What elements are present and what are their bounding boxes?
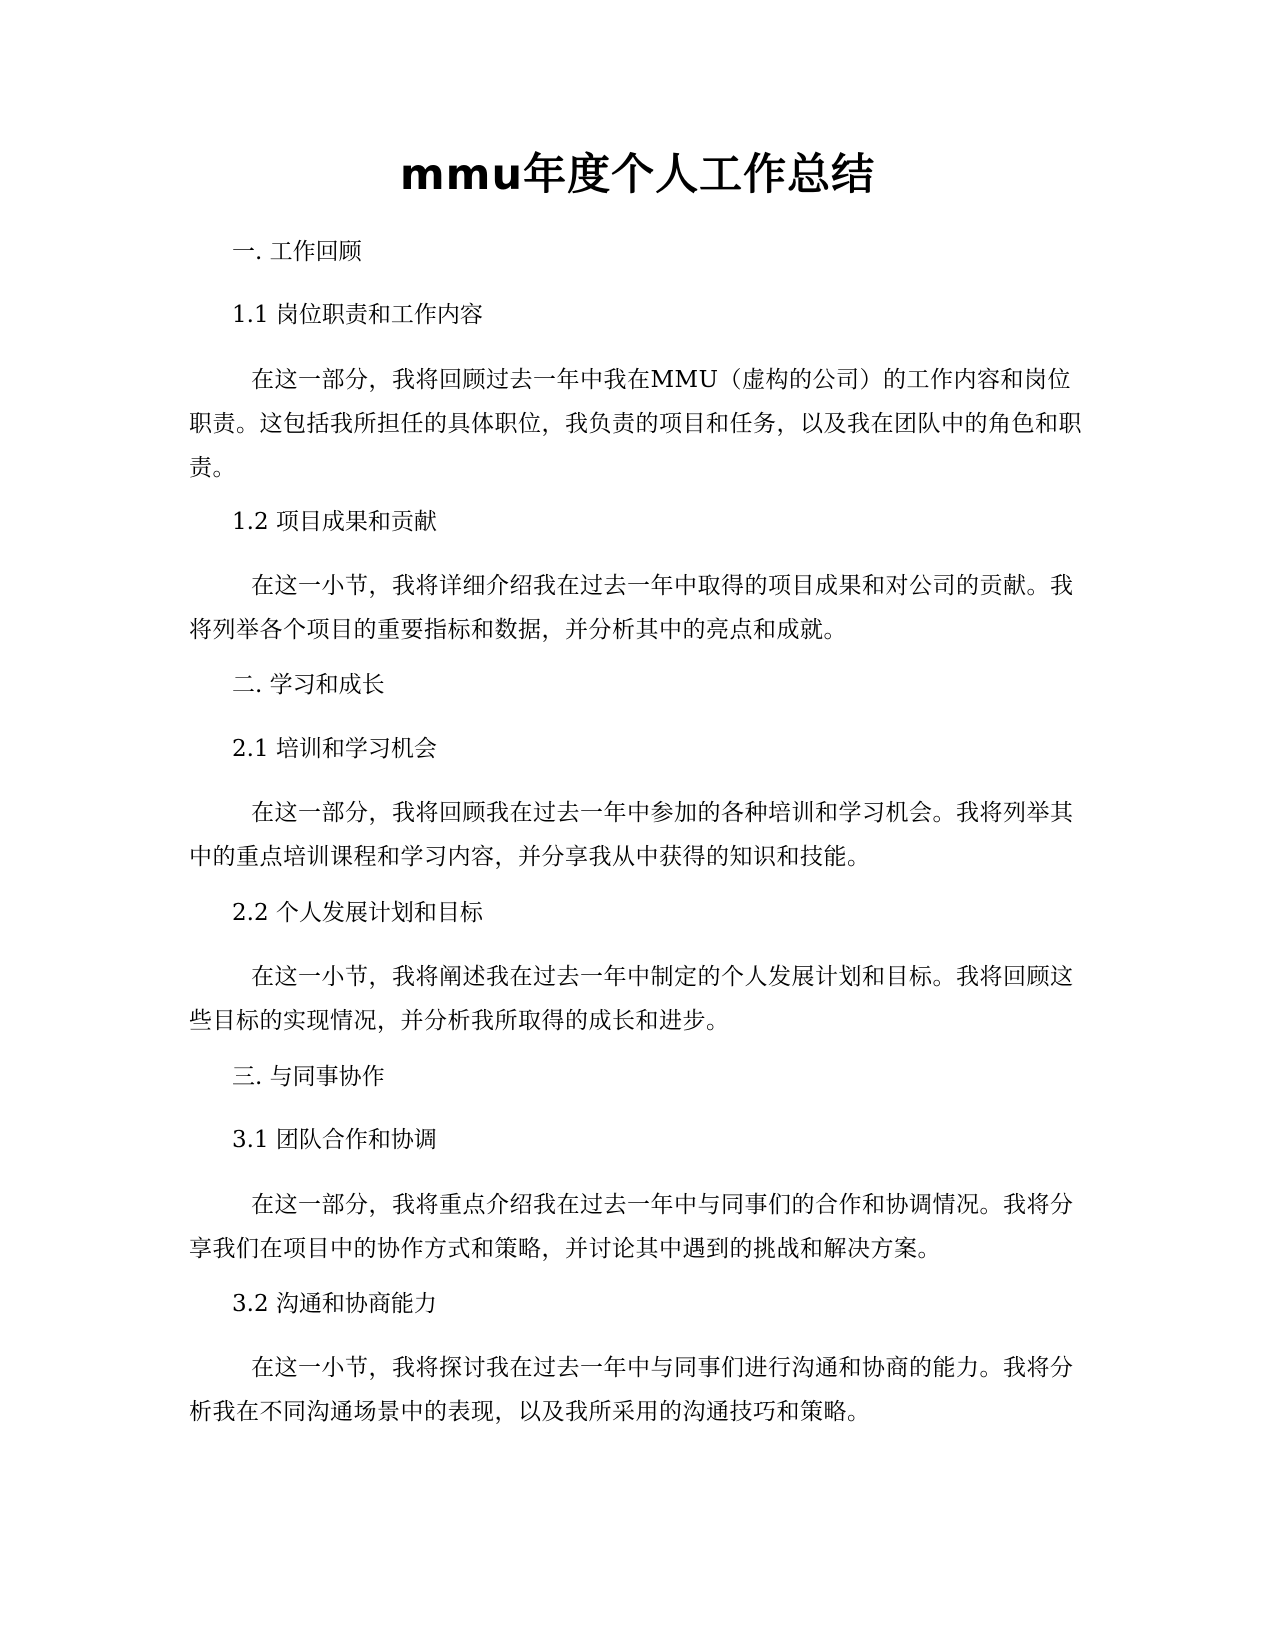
subsection-heading-3-1: 3.1 团队合作和协调: [232, 1127, 437, 1153]
paragraph-3-2: 在这一小节，我将探讨我在过去一年中与同事们进行沟通和协商的能力。我将分析我在不同沟通场景中的表现，以及我所采用的沟通技巧和策略。: [189, 1355, 1074, 1425]
paragraph-1-2: 在这一小节，我将详细介绍我在过去一年中取得的项目成果和对公司的贡献。我将列举各个项目的重要指标和数据，并分析其中的亮点和成就。: [189, 573, 1074, 643]
subsection-heading-3-2: 3.2 沟通和协商能力: [232, 1291, 437, 1317]
subsection-heading-1-2: 1.2 项目成果和贡献: [232, 509, 437, 535]
subsection-heading-2-2: 2.2 个人发展计划和目标: [232, 900, 483, 926]
section-heading-3: 三. 与同事协作: [232, 1064, 385, 1090]
subsection-heading-1-1: 1.1 岗位职责和工作内容: [232, 302, 483, 328]
paragraph-2-1: 在这一部分，我将回顾我在过去一年中参加的各种培训和学习机会。我将列举其中的重点培训课程和学习内容，并分享我从中获得的知识和技能。: [189, 800, 1074, 870]
paragraph-3-1: 在这一部分，我将重点介绍我在过去一年中与同事们的合作和协调情况。我将分享我们在项目中的协作方式和策略，并讨论其中遇到的挑战和解决方案。: [189, 1192, 1074, 1262]
section-heading-2: 二. 学习和成长: [232, 672, 385, 698]
section-heading-1: 一. 工作回顾: [232, 239, 362, 265]
paragraph-1-1: 在这一部分，我将回顾过去一年中我在MMU（虚构的公司）的工作内容和岗位职责。这包括我所担任的具体职位，我负责的项目和任务，以及我在团队中的角色和职责。: [189, 367, 1082, 481]
paragraph-2-2: 在这一小节，我将阐述我在过去一年中制定的个人发展计划和目标。我将回顾这些目标的实现情况，并分析我所取得的成长和进步。: [189, 964, 1074, 1034]
subsection-heading-2-1: 2.1 培训和学习机会: [232, 736, 437, 762]
page-title: mmu年度个人工作总结: [399, 150, 876, 200]
